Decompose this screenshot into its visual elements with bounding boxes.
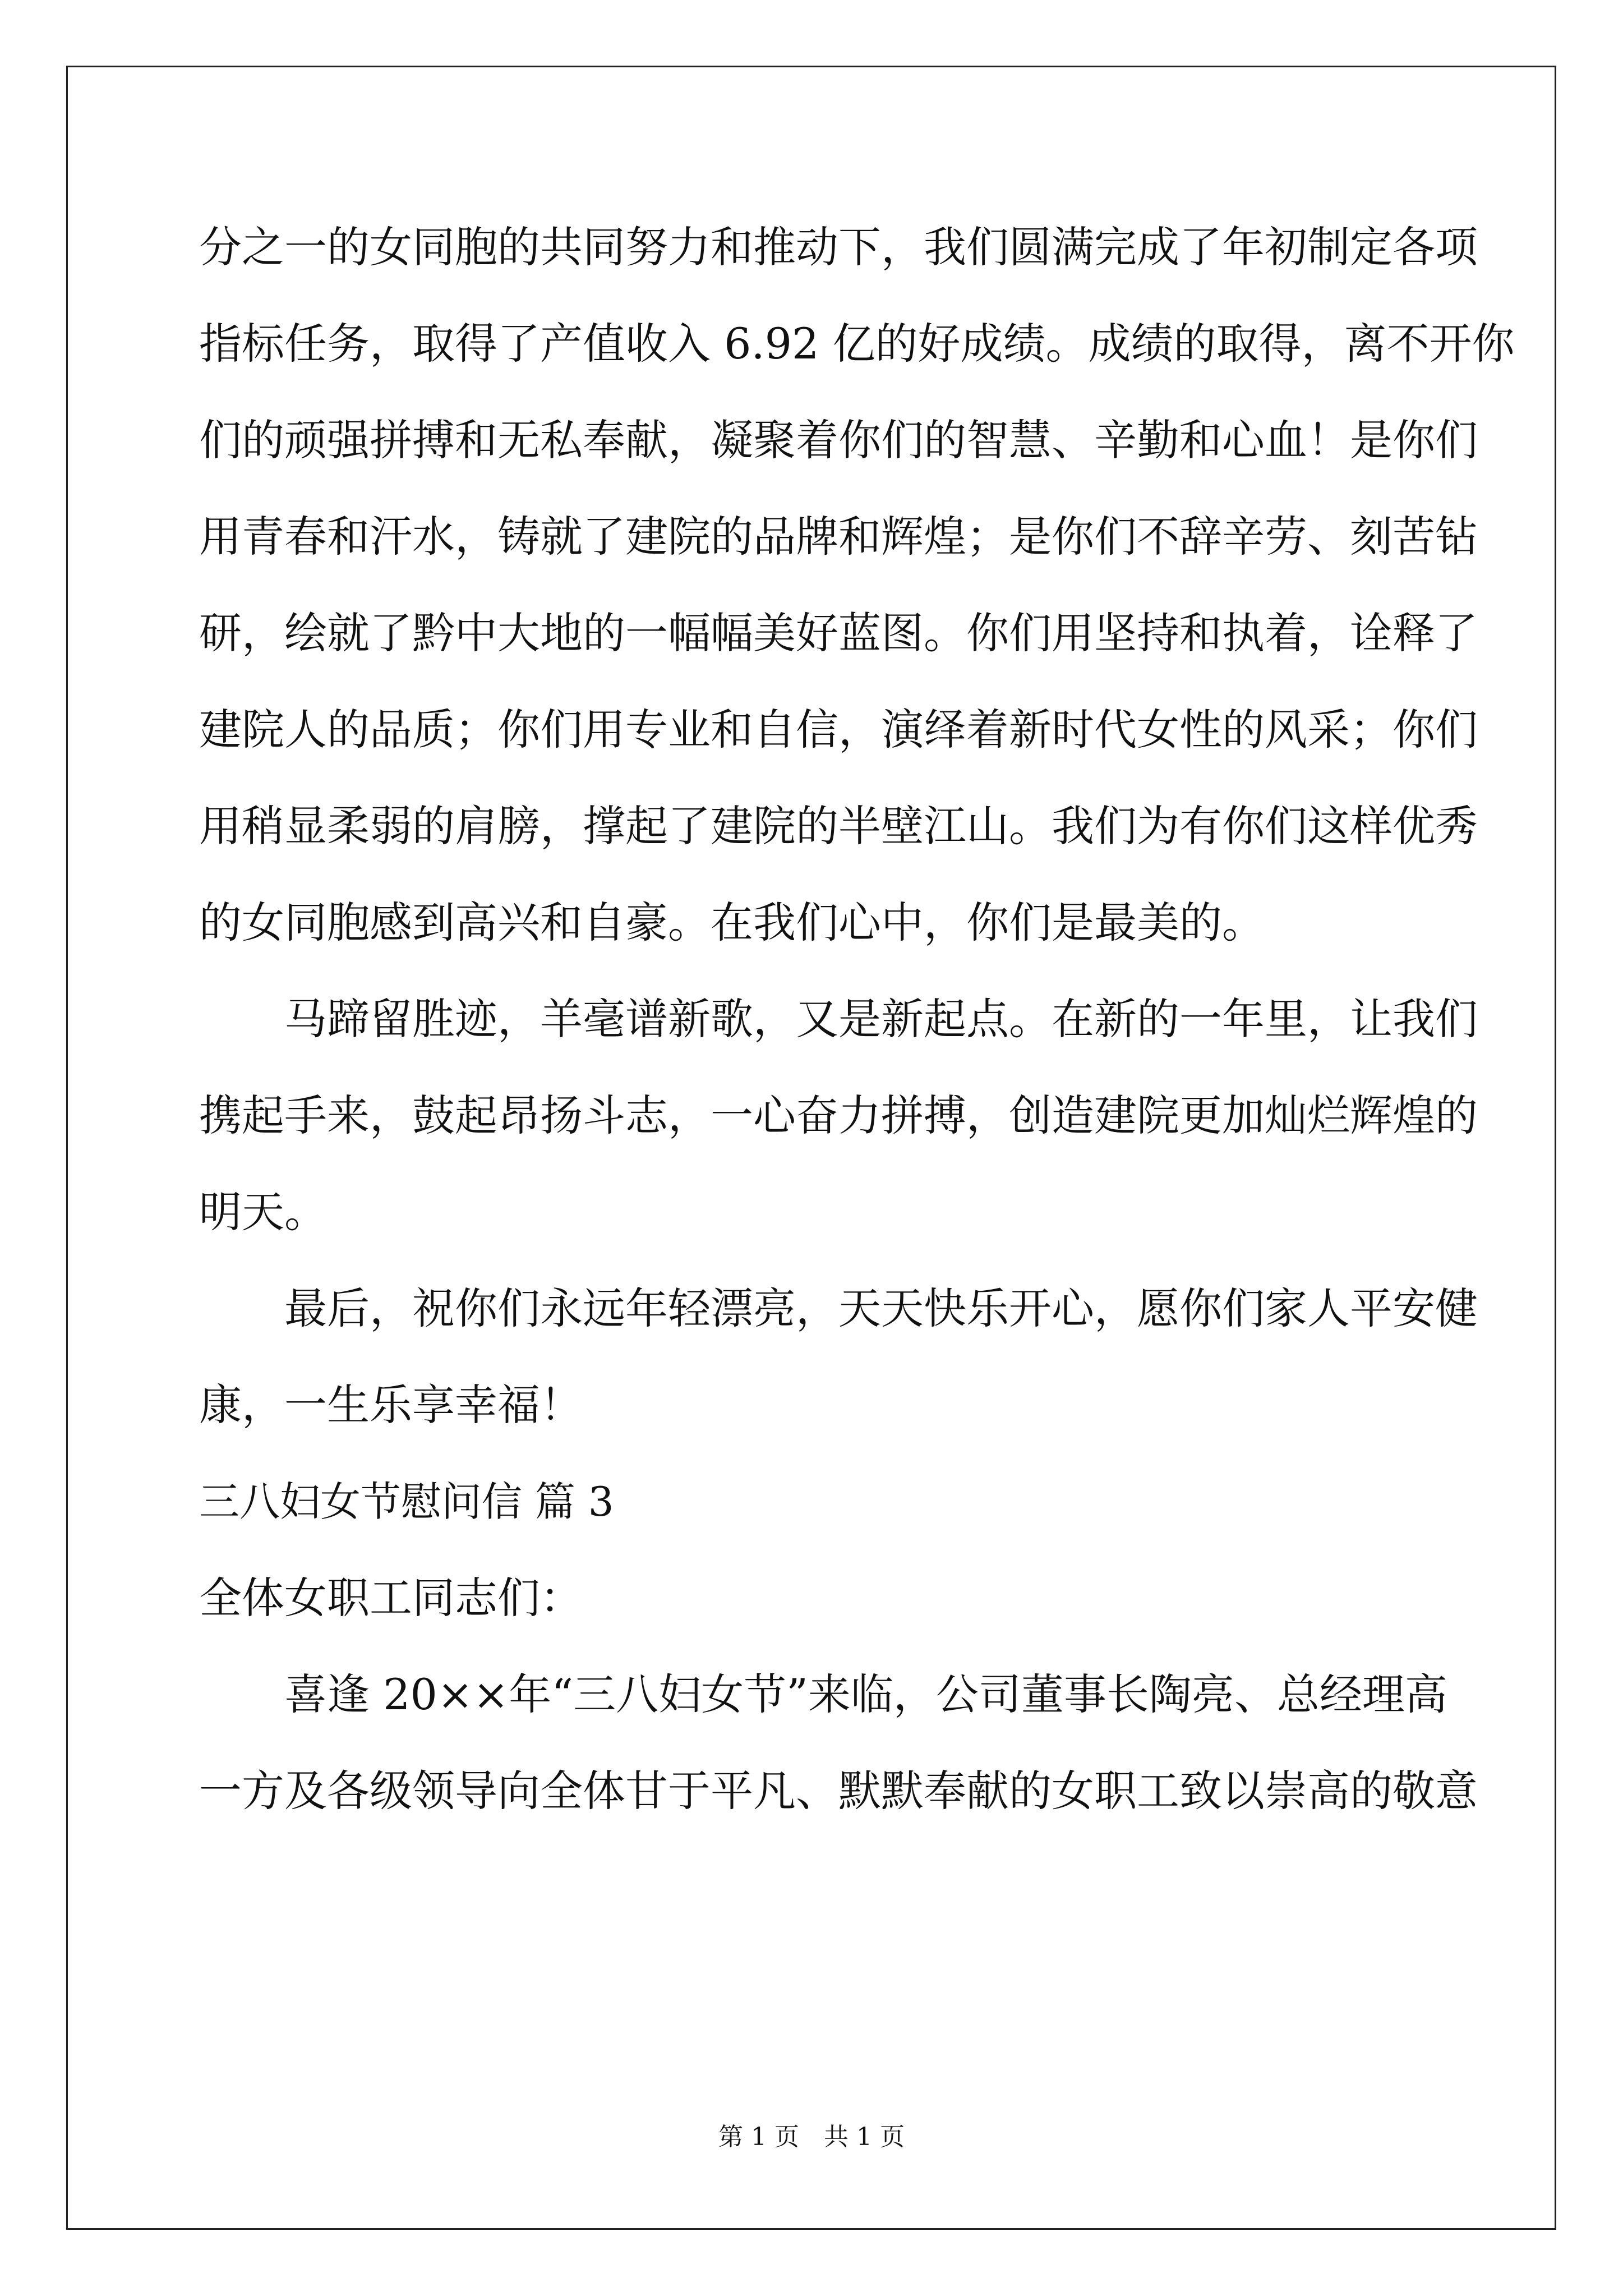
text-line: 建院人的品质；你们用专业和自信，演绎着新时代女性的风采；你们 xyxy=(199,705,1478,754)
text-line: 指标任务，取得了产值收入 6.92 亿的好成绩。成绩的取得，离不开你 xyxy=(199,319,1515,369)
document-body xyxy=(199,199,1515,1839)
text-line: 喜逢 20××年“三八妇女节”来临，公司董事长陶亮、总经理高 xyxy=(284,1669,1447,1719)
text-line: 用青春和汗水，铸就了建院的品牌和辉煌；是你们不辞辛劳、刻苦钻 xyxy=(199,512,1478,562)
text-line: 携起手来，鼓起昂扬斗志，一心奋力拼搏，创造建院更加灿烂辉煌的 xyxy=(199,1091,1478,1140)
text-line: 康，一生乐享幸福！ xyxy=(199,1380,583,1430)
text-line: 们的顽强拼搏和无私奉献，凝聚着你们的智慧、辛勤和心血！是你们 xyxy=(199,415,1478,465)
text-line: 马蹄留胜迹，羊毫谱新歌，又是新起点。在新的一年里，让我们 xyxy=(284,994,1478,1044)
text-line: 明天。 xyxy=(199,1187,327,1237)
text-line: 研，绘就了黔中大地的一幅幅美好蓝图。你们用坚持和执着，诠释了 xyxy=(199,608,1478,658)
text-line: 最后，祝你们永远年轻漂亮，天天快乐开心，愿你们家人平安健 xyxy=(284,1283,1478,1333)
text-line: 的女同胞感到高兴和自豪。在我们心中，你们是最美的。 xyxy=(199,898,1265,947)
text-line: 一方及各级领导向全体甘于平凡、默默奉献的女职工致以崇高的敬意 xyxy=(199,1766,1478,1816)
text-line: 分之一的女同胞的共同努力和推动下，我们圆满完成了年初制定各项 xyxy=(199,222,1478,272)
text-line: 用稍显柔弱的肩膀，撑起了建院的半壁江山。我们为有你们这样优秀 xyxy=(199,801,1478,851)
page-footer: 第 1 页 共 1 页 xyxy=(718,2123,905,2151)
section-heading: 三八妇女节慰问信 篇 3 xyxy=(199,1478,614,1525)
text-line: 全体女职工同志们： xyxy=(199,1573,583,1623)
